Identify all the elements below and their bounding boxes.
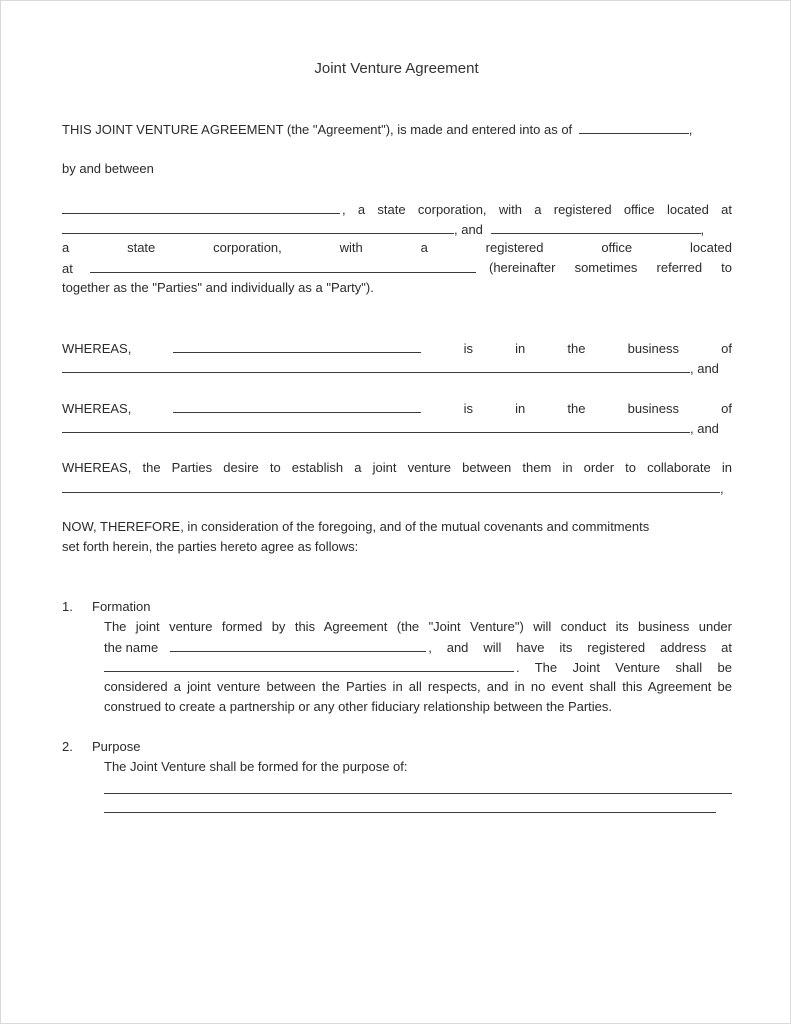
party1-name-blank[interactable] — [62, 200, 340, 214]
document-title: Joint Venture Agreement — [314, 60, 479, 77]
intro-line: THIS JOINT VENTURE AGREEMENT (the "Agreement"), is made and entered into as of , — [62, 122, 693, 137]
by-and-between: by and between — [62, 161, 154, 176]
party2-line: a state corporation, with a registered office located — [62, 240, 732, 255]
whereas3-purpose-line: , — [62, 479, 732, 497]
whereas3-purpose-blank[interactable] — [62, 479, 720, 493]
together-line: together as the "Parties" and individually as a "Party"). — [62, 280, 374, 295]
party1-line: , a state corporation, with a registered office located at — [62, 200, 732, 218]
party2-name-blank[interactable] — [491, 220, 701, 234]
whereas1-line: WHEREAS, is in the business of — [62, 341, 732, 356]
party2-address-blank[interactable] — [90, 259, 476, 273]
party2-address-line: at (hereinafter sometimes referred to — [62, 260, 732, 276]
purpose-blank-1[interactable] — [104, 793, 732, 794]
whereas1-business-line: , and — [62, 359, 732, 377]
now-therefore-line1: NOW, THEREFORE, in consideration of the foregoing, and of the mutual covenants and commitments — [62, 519, 650, 534]
section1-number: 1. — [62, 599, 73, 614]
section1-text-line4: considered a joint venture between the Parties in all respects, and in no event shall this Agreement be — [104, 679, 732, 694]
section1-text-line5: construed to create a partnership or any other fiduciary relationship between the Parties. — [104, 699, 613, 714]
whereas1-party-blank[interactable] — [173, 339, 421, 353]
whereas2-party-blank[interactable] — [173, 399, 421, 413]
section1-name-line: the name , and will have its registered address at — [104, 640, 732, 655]
whereas3-line: WHEREAS, the Parties desire to establish a joint venture between them in order to collaborate in — [62, 460, 732, 475]
section2-number: 2. — [62, 739, 73, 754]
section2-title: Purpose — [92, 739, 141, 754]
purpose-blank-2[interactable] — [104, 812, 716, 813]
whereas1-business-blank[interactable] — [62, 359, 690, 373]
whereas2-business-blank[interactable] — [62, 419, 690, 433]
whereas2-business-line: , and — [62, 419, 732, 437]
jv-address-blank[interactable] — [104, 658, 514, 672]
section1-address-line: . The Joint Venture shall be — [104, 658, 732, 676]
section1-text-line1: The joint venture formed by this Agreement (the "Joint Venture") will conduct its business under — [104, 619, 732, 634]
whereas2-line: WHEREAS, is in the business of — [62, 401, 732, 416]
section2-text-line1: The Joint Venture shall be formed for the purpose of: — [104, 759, 408, 774]
party1-address-blank[interactable] — [62, 220, 454, 234]
party1-address-line: , and , — [62, 220, 732, 238]
date-blank[interactable] — [579, 120, 689, 134]
section1-title: Formation — [92, 599, 151, 614]
jv-name-blank[interactable] — [170, 638, 426, 652]
now-therefore-line2: set forth herein, the parties hereto agree as follows: — [62, 539, 359, 554]
